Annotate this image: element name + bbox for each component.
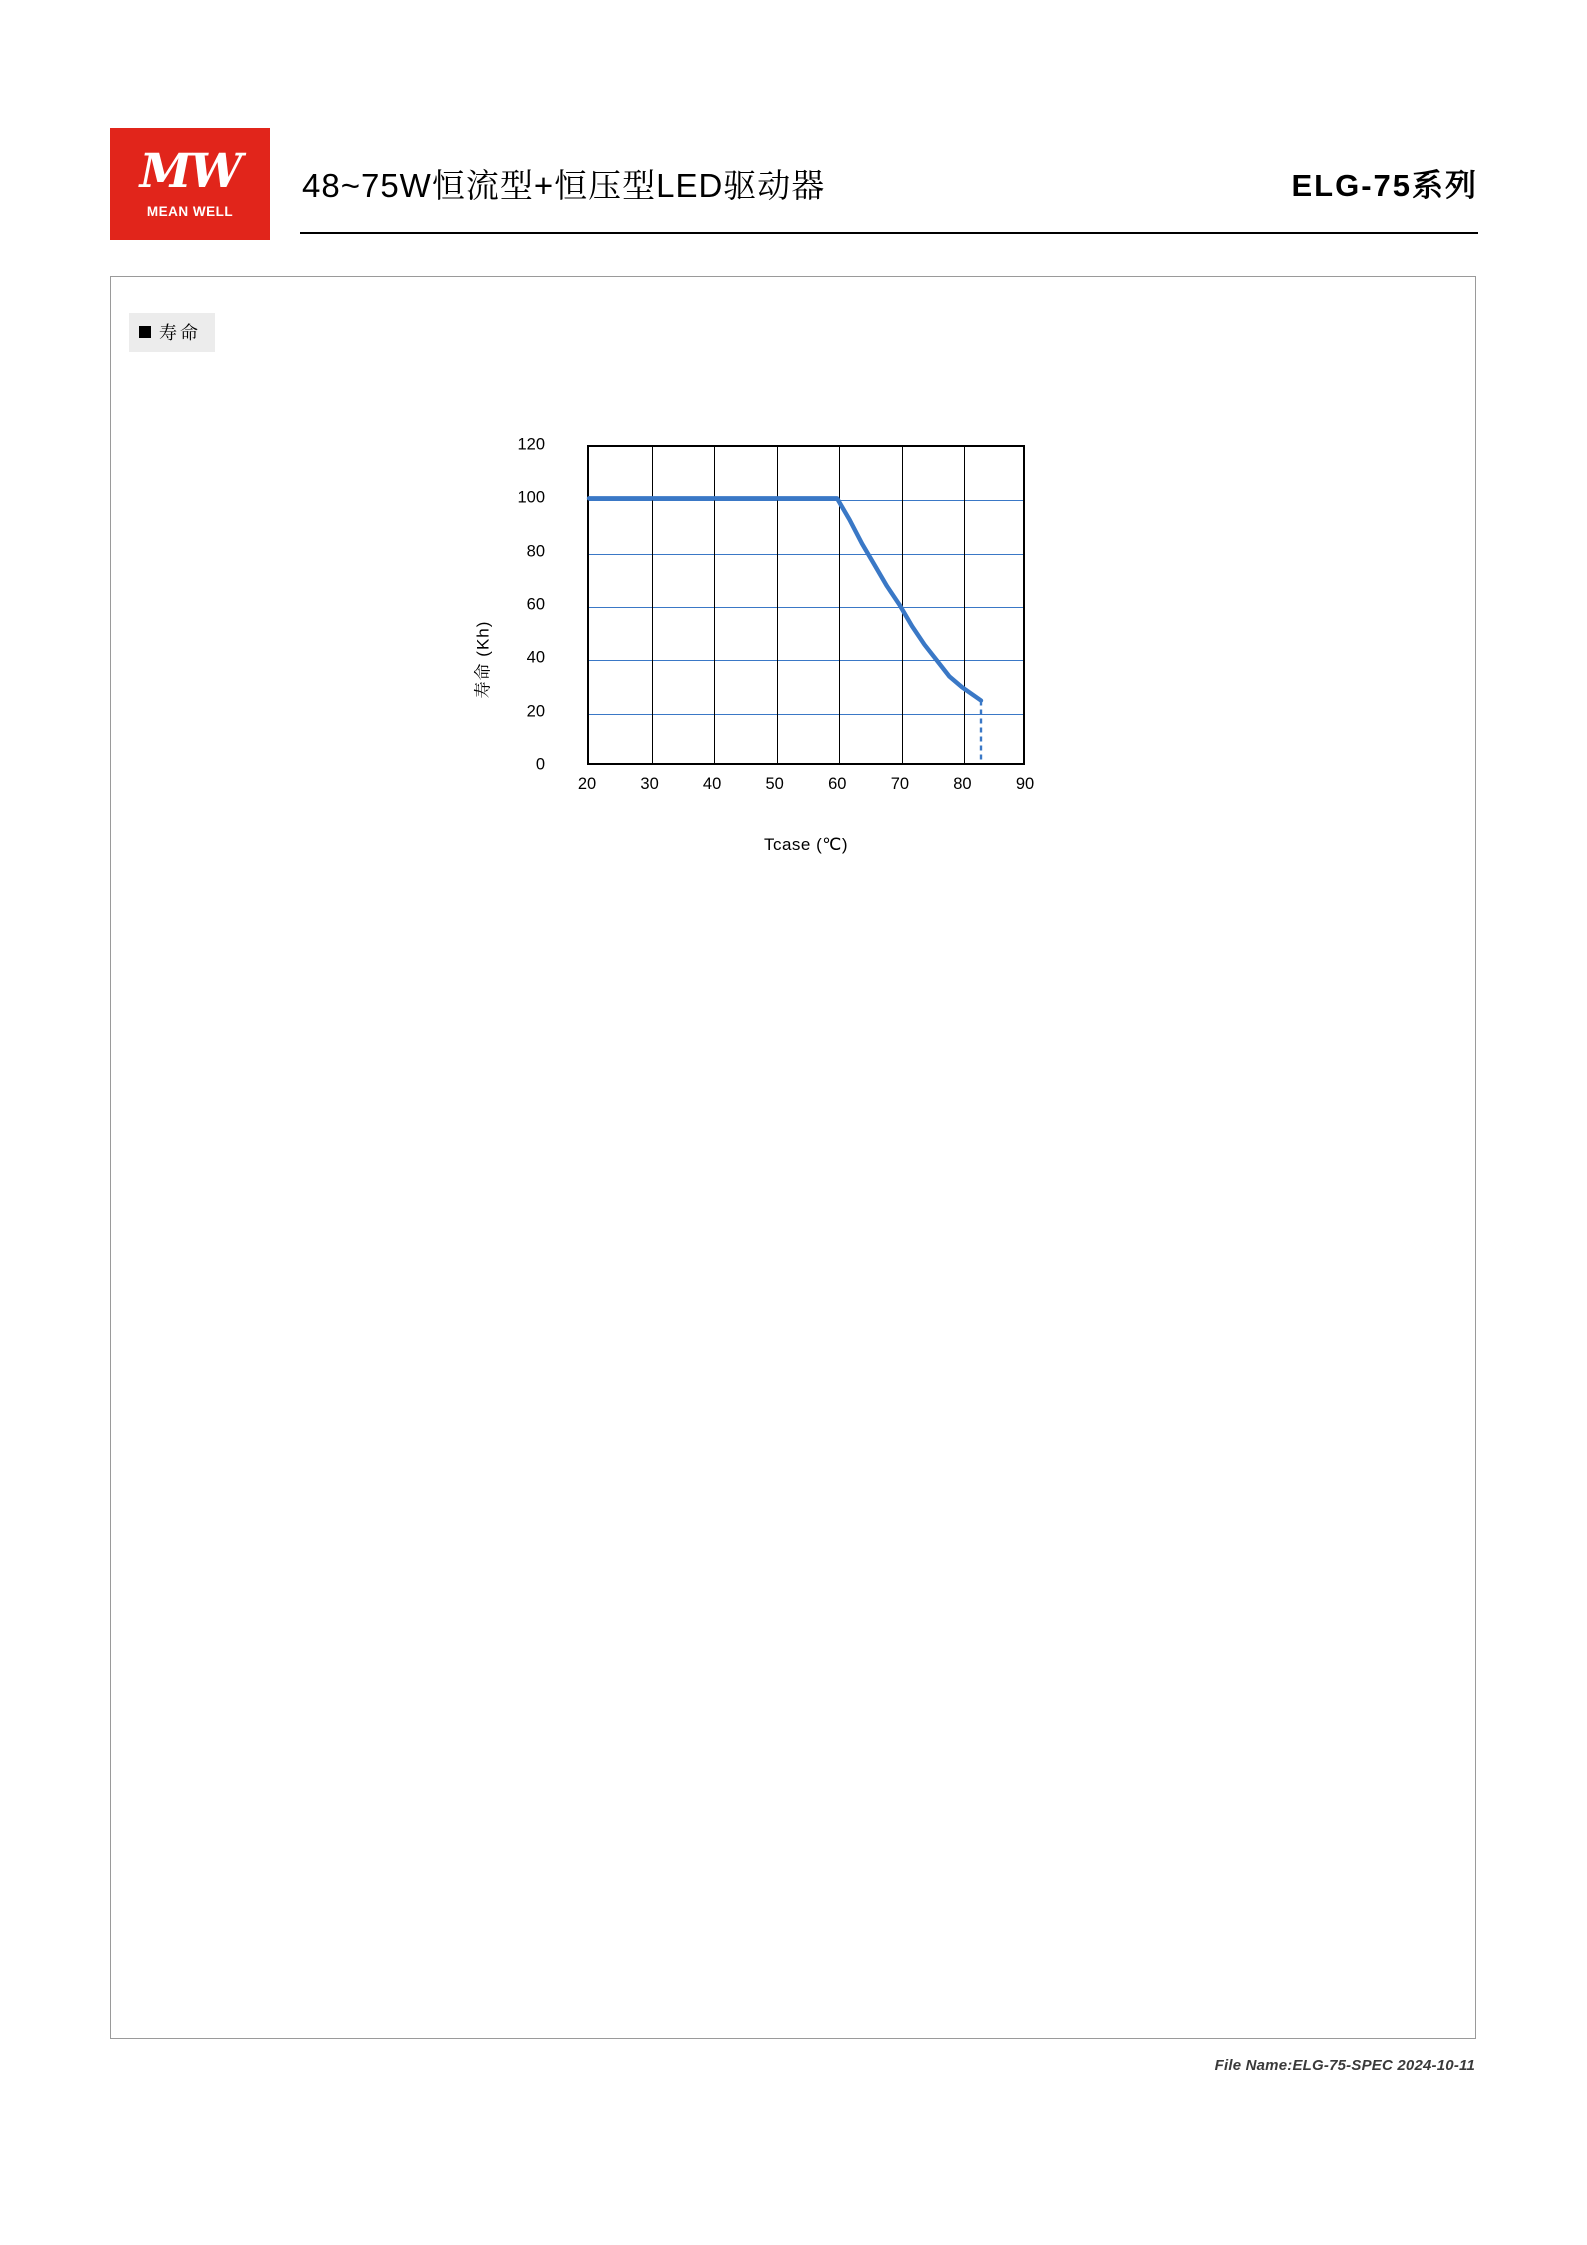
- chart-x-tick: 60: [828, 775, 847, 793]
- footer-file-name: File Name:ELG-75-SPEC 2024-10-11: [1214, 2057, 1475, 2074]
- chart-x-tick: 90: [1015, 775, 1035, 793]
- chart-y-tick: 80: [526, 542, 545, 561]
- chart-y-tick: 0: [535, 755, 545, 774]
- square-bullet-icon: [139, 326, 151, 338]
- chart-x-tick: 40: [702, 775, 722, 793]
- chart-y-tick: 120: [517, 435, 545, 454]
- section-heading-label: 寿命: [159, 323, 201, 343]
- chart-y-tick: 20: [526, 702, 545, 721]
- content-panel: [110, 276, 1476, 2039]
- logo-mark-text: MW: [139, 144, 241, 199]
- chart-y-axis-title: 寿命 (Kh): [473, 620, 493, 699]
- logo-brand-text: MEAN WELL: [146, 204, 234, 219]
- chart-data-curve: [589, 447, 1023, 763]
- life-expectancy-chart: [391, 437, 1191, 997]
- page-title: 48~75W恒流型+恒压型LED驱动器: [302, 167, 826, 204]
- chart-x-tick: 70: [890, 775, 910, 793]
- header-divider: [300, 232, 1478, 234]
- chart-y-tick: 40: [526, 648, 545, 667]
- chart-x-tick: 20: [577, 775, 597, 793]
- series-title: ELG-75系列: [1291, 168, 1478, 203]
- chart-y-tick: 60: [526, 595, 545, 614]
- meanwell-logo: [110, 128, 270, 240]
- chart-x-axis-title: Tcase (℃): [763, 835, 849, 854]
- chart-x-tick: 50: [765, 775, 784, 793]
- chart-plot-area: [587, 445, 1025, 765]
- page-header: [110, 128, 1478, 240]
- chart-y-tick: 100: [517, 488, 545, 507]
- chart-x-tick: 80: [953, 775, 972, 793]
- section-heading: [129, 313, 215, 352]
- chart-x-tick: 30: [640, 775, 659, 793]
